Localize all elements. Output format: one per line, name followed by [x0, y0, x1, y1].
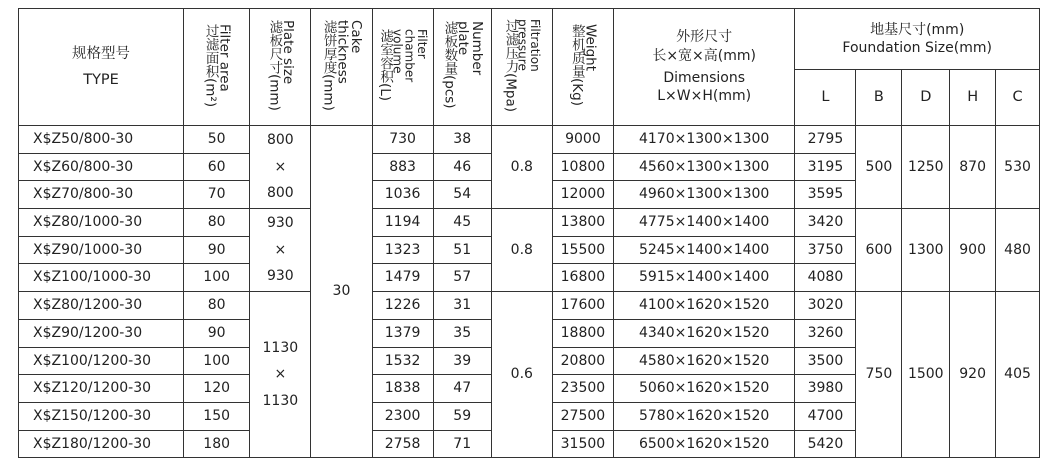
- plate-number-cell: 51: [433, 236, 491, 264]
- plate-number-cell: 31: [433, 292, 491, 320]
- pressure-cell: 0.6: [491, 292, 552, 458]
- filter-area-cell: 70: [184, 181, 250, 209]
- filter-area-cell: 180: [184, 430, 250, 458]
- spec-table: [18, 8, 1040, 458]
- filter-area-cell: 90: [184, 319, 250, 347]
- foundation-l-cell: 3750: [795, 236, 856, 264]
- chamber-volume-cell: 1323: [372, 236, 433, 264]
- foundation-l-cell: 3020: [795, 292, 856, 320]
- dimensions-cell: 4560×1300×1300: [613, 153, 794, 181]
- dimensions-cell: 4960×1300×1300: [613, 181, 794, 209]
- weight-cell: 27500: [552, 402, 613, 430]
- foundation-l-cell: 4700: [795, 402, 856, 430]
- chamber-volume-cell: 1194: [372, 209, 433, 237]
- filter-area-cell: 100: [184, 347, 250, 375]
- foundation-l-cell: 3500: [795, 347, 856, 375]
- dimensions-cell: 4580×1620×1520: [613, 347, 794, 375]
- weight-cell: 20800: [552, 347, 613, 375]
- foundation-d-header: D: [902, 70, 950, 126]
- dimensions-cell: 4340×1620×1520: [613, 319, 794, 347]
- weight-cell: 23500: [552, 375, 613, 403]
- weight-cell: 18800: [552, 319, 613, 347]
- cake-thickness-header: Cake thickness 滤饼厚度(mm): [311, 9, 372, 126]
- header-row-1: [19, 9, 1040, 70]
- plate-number-cell: 45: [433, 209, 491, 237]
- chamber-volume-cell: 2300: [372, 402, 433, 430]
- pressure-cell: 0.8: [491, 209, 552, 292]
- filter-area-cell: 90: [184, 236, 250, 264]
- foundation-l-cell: 3595: [795, 181, 856, 209]
- weight-cell: 9000: [552, 126, 613, 154]
- foundation-l-cell: 4080: [795, 264, 856, 292]
- foundation-h-cell: 900: [950, 209, 996, 292]
- plate-size-header: Plate size 滤板尺寸(mm): [250, 9, 311, 126]
- model-cell: X$Z50/800-30: [19, 126, 184, 154]
- dimensions-cell: 5780×1620×1520: [613, 402, 794, 430]
- pressure-cell: 0.8: [491, 126, 552, 209]
- foundation-l-cell: 3420: [795, 209, 856, 237]
- model-cell: X$Z90/1000-30: [19, 236, 184, 264]
- plate-size-part: ×: [274, 158, 287, 175]
- dimensions-header: 外形尺寸 长×宽×高(mm) Dimensions L×W×H(mm): [613, 9, 794, 126]
- model-cell: X$Z100/1200-30: [19, 347, 184, 375]
- foundation-l-cell: 2795: [795, 126, 856, 154]
- foundation-d-cell: 1500: [902, 292, 950, 458]
- chamber-volume-cell: 1226: [372, 292, 433, 320]
- plate-number-cell: 39: [433, 347, 491, 375]
- plate-size-part: 1130: [262, 392, 299, 409]
- filter-area-cell: 80: [184, 209, 250, 237]
- plate-size-part: 930: [266, 215, 294, 232]
- foundation-l-cell: 5420: [795, 430, 856, 458]
- filter-area-header: Filter area 过滤面积(m²): [184, 9, 250, 126]
- filter-area-cell: 60: [184, 153, 250, 181]
- weight-cell: 16800: [552, 264, 613, 292]
- plate-size-part: ×: [274, 241, 287, 258]
- chamber-volume-cell: 1379: [372, 319, 433, 347]
- dimensions-cell: 4100×1620×1520: [613, 292, 794, 320]
- chamber-volume-cell: 730: [372, 126, 433, 154]
- plate-size-part: 1130: [262, 339, 299, 356]
- plate-number-cell: 57: [433, 264, 491, 292]
- dimensions-cell: 6500×1620×1520: [613, 430, 794, 458]
- weight-cell: 17600: [552, 292, 613, 320]
- chamber-volume-cell: 883: [372, 153, 433, 181]
- foundation-c-header: C: [996, 70, 1040, 126]
- chamber-volume-header: Filter chamber volume 滤室容积(L): [372, 9, 433, 126]
- plate-size-part: 800: [266, 132, 294, 149]
- chamber-volume-cell: 1532: [372, 347, 433, 375]
- weight-cell: 13800: [552, 209, 613, 237]
- model-cell: X$Z70/800-30: [19, 181, 184, 209]
- plate-size-part: 800: [266, 185, 294, 202]
- model-cell: X$Z60/800-30: [19, 153, 184, 181]
- foundation-b-cell: 500: [856, 126, 902, 209]
- chamber-volume-cell: 2758: [372, 430, 433, 458]
- filter-area-cell: 150: [184, 402, 250, 430]
- model-cell: X$Z180/1200-30: [19, 430, 184, 458]
- dimensions-cell: 5245×1400×1400: [613, 236, 794, 264]
- cake-thickness-cell: 30: [311, 126, 372, 458]
- weight-cell: 31500: [552, 430, 613, 458]
- plate-size-cell: [250, 292, 311, 458]
- model-cell: X$Z80/1200-30: [19, 292, 184, 320]
- foundation-b-cell: 600: [856, 209, 902, 292]
- foundation-header: 地基尺寸(mm) Foundation Size(mm): [795, 9, 1040, 70]
- chamber-volume-cell: 1036: [372, 181, 433, 209]
- filter-area-cell: 120: [184, 375, 250, 403]
- filter-area-cell: 100: [184, 264, 250, 292]
- plate-number-cell: 46: [433, 153, 491, 181]
- plate-number-cell: 47: [433, 375, 491, 403]
- foundation-h-cell: 920: [950, 292, 996, 458]
- weight-cell: 10800: [552, 153, 613, 181]
- model-cell: X$Z120/1200-30: [19, 375, 184, 403]
- plate-size-part: ×: [274, 366, 287, 383]
- table-row: [19, 126, 1040, 154]
- foundation-d-cell: 1300: [902, 209, 950, 292]
- plate-size-cell: [250, 126, 311, 209]
- foundation-l-cell: 3195: [795, 153, 856, 181]
- plate-number-cell: 59: [433, 402, 491, 430]
- table-row: [19, 292, 1040, 320]
- foundation-c-cell: 530: [996, 126, 1040, 209]
- dimensions-cell: 4775×1400×1400: [613, 209, 794, 237]
- model-cell: X$Z80/1000-30: [19, 209, 184, 237]
- foundation-l-header: L: [795, 70, 856, 126]
- model-cell: X$Z150/1200-30: [19, 402, 184, 430]
- weight-header: Weight 整机质量(Kg): [552, 9, 613, 126]
- foundation-h-cell: 870: [950, 126, 996, 209]
- weight-cell: 15500: [552, 236, 613, 264]
- foundation-h-header: H: [950, 70, 996, 126]
- type-header: 规格型号 TYPE: [19, 9, 184, 126]
- dimensions-cell: 5915×1400×1400: [613, 264, 794, 292]
- model-cell: X$Z100/1000-30: [19, 264, 184, 292]
- table-row: [19, 209, 1040, 237]
- spec-table-body: [19, 126, 1040, 458]
- foundation-l-cell: 3260: [795, 319, 856, 347]
- plate-number-cell: 35: [433, 319, 491, 347]
- filter-area-cell: 80: [184, 292, 250, 320]
- weight-cell: 12000: [552, 181, 613, 209]
- chamber-volume-cell: 1479: [372, 264, 433, 292]
- filter-area-cell: 50: [184, 126, 250, 154]
- foundation-c-cell: 405: [996, 292, 1040, 458]
- dimensions-cell: 5060×1620×1520: [613, 375, 794, 403]
- foundation-b-cell: 750: [856, 292, 902, 458]
- model-cell: X$Z90/1200-30: [19, 319, 184, 347]
- plate-size-part: 930: [266, 268, 294, 285]
- chamber-volume-cell: 1838: [372, 375, 433, 403]
- dimensions-cell: 4170×1300×1300: [613, 126, 794, 154]
- plate-number-cell: 38: [433, 126, 491, 154]
- foundation-b-header: B: [856, 70, 902, 126]
- foundation-d-cell: 1250: [902, 126, 950, 209]
- foundation-c-cell: 480: [996, 209, 1040, 292]
- filtration-pressure-header: Filtration pressure 过滤压力(Mpa): [491, 9, 552, 126]
- plate-size-cell: [250, 209, 311, 292]
- plate-number-header: Number plate 滤板数量(pcs): [433, 9, 491, 126]
- foundation-l-cell: 3980: [795, 375, 856, 403]
- plate-number-cell: 54: [433, 181, 491, 209]
- plate-number-cell: 71: [433, 430, 491, 458]
